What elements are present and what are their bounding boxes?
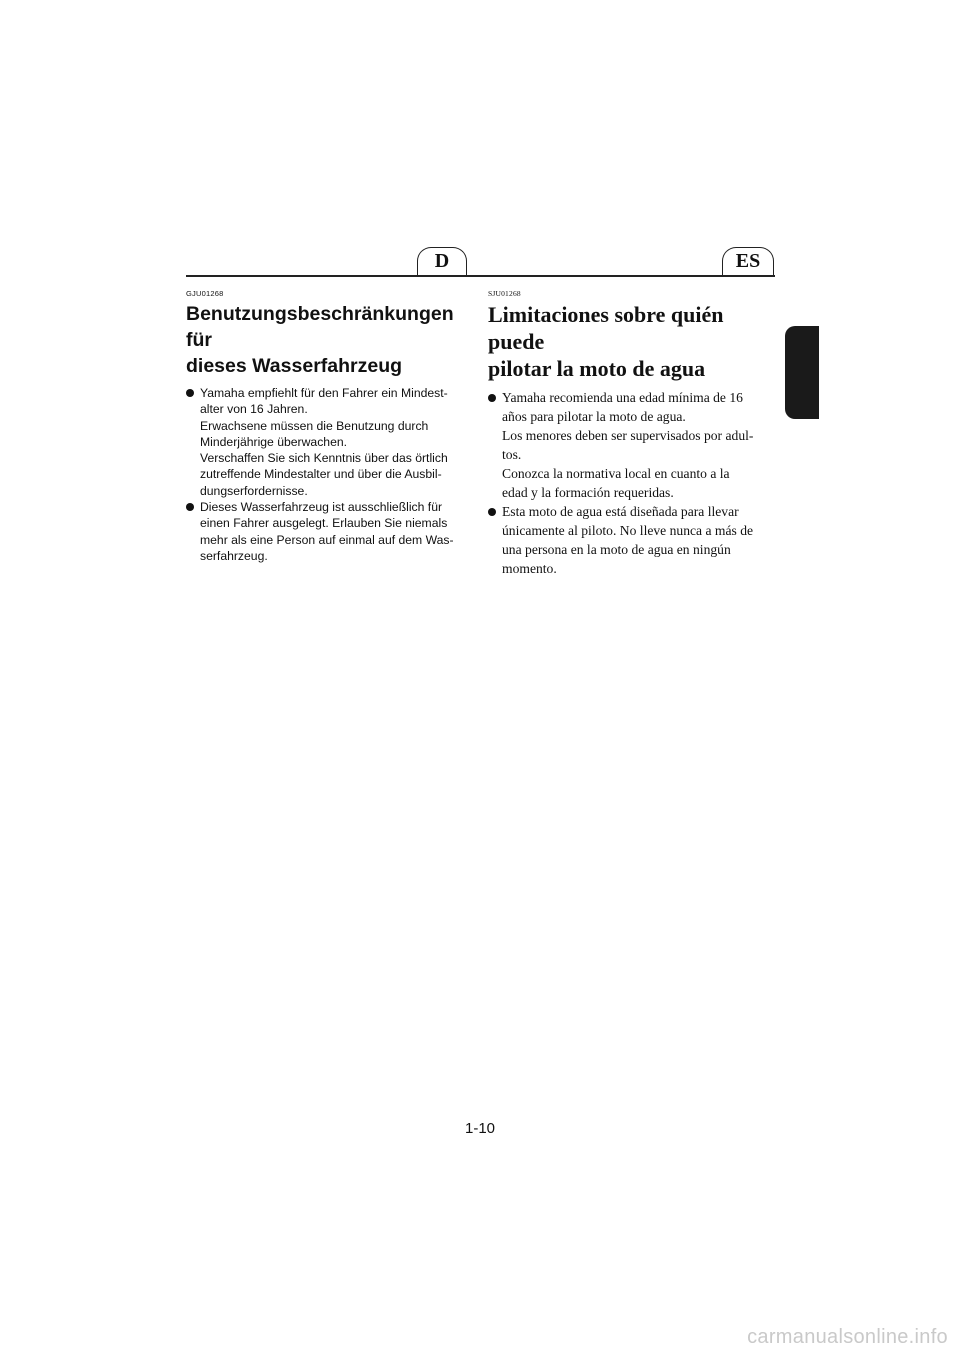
section-code: GJU01268 — [186, 289, 224, 298]
bullet-text — [502, 502, 775, 578]
spanish-column — [488, 289, 775, 578]
text-line: Conozca la normativa local en cuanto a la — [502, 466, 730, 481]
text-line: alter von 16 Jahren. — [200, 402, 308, 417]
language-badge-de: D — [417, 247, 467, 275]
text-line: Dieses Wasserfahrzeug ist ausschließlich für — [200, 500, 443, 515]
chapter-tab — [785, 326, 819, 419]
bullet-item — [488, 502, 775, 578]
bullet-icon — [186, 389, 194, 397]
text-line: una persona en la moto de agua en ningún — [502, 542, 731, 557]
watermark: carmanualsonline.info — [747, 1326, 948, 1348]
text-line: edad y la formación requeridas. — [502, 485, 674, 500]
text-line: dungserfordernisse. — [200, 483, 308, 498]
text-line: Erwachsene müssen die Benutzung durch — [200, 418, 429, 433]
text-line: tos. — [502, 447, 522, 462]
text-line: Minderjährige überwachen. — [200, 434, 348, 449]
language-badge-es: ES — [722, 247, 774, 275]
bullet-text — [502, 388, 775, 502]
title-line-1: Limitaciones sobre quién puede — [488, 302, 724, 354]
text-line: zutreffende Mindestalter und über die Ausbil- — [200, 467, 442, 482]
header-rule — [186, 275, 775, 277]
text-line: Esta moto de agua está diseñada para llevar — [502, 504, 739, 519]
section-title — [186, 301, 467, 379]
title-line-2: dieses Wasserfahrzeug — [186, 355, 403, 377]
text-line: momento. — [502, 561, 557, 576]
text-line: únicamente al piloto. No lleve nunca a más de — [502, 523, 754, 538]
title-line-1: Benutzungsbeschränkungen für — [186, 303, 454, 351]
title-line-2: pilotar la moto de agua — [488, 356, 706, 381]
text-line: Yamaha recomienda una edad mínima de 16 — [502, 390, 743, 405]
bullet-icon — [488, 508, 496, 516]
bullet-text — [200, 499, 467, 564]
bullet-text — [200, 385, 467, 499]
bullet-item — [186, 385, 467, 499]
bullet-icon — [488, 394, 496, 402]
german-column — [186, 289, 467, 564]
text-line: Los menores deben ser supervisados por adul- — [502, 428, 754, 443]
text-line: años para pilotar la moto de agua. — [502, 409, 686, 424]
text-line: Yamaha empfiehlt für den Fahrer ein Mindest- — [200, 386, 448, 400]
section-code: SJU01268 — [488, 289, 521, 298]
text-line: Verschaffen Sie sich Kenntnis über das örtlich — [200, 451, 448, 466]
text-line: mehr als eine Person auf einmal auf dem Was- — [200, 532, 454, 547]
text-line: einen Fahrer ausgelegt. Erlauben Sie niemals — [200, 516, 448, 531]
bullet-icon — [186, 503, 194, 511]
section-title — [488, 301, 775, 382]
bullet-item — [186, 499, 467, 564]
bullet-item — [488, 388, 775, 502]
text-line: serfahrzeug. — [200, 548, 268, 563]
page-number: 1-10 — [464, 1120, 496, 1137]
